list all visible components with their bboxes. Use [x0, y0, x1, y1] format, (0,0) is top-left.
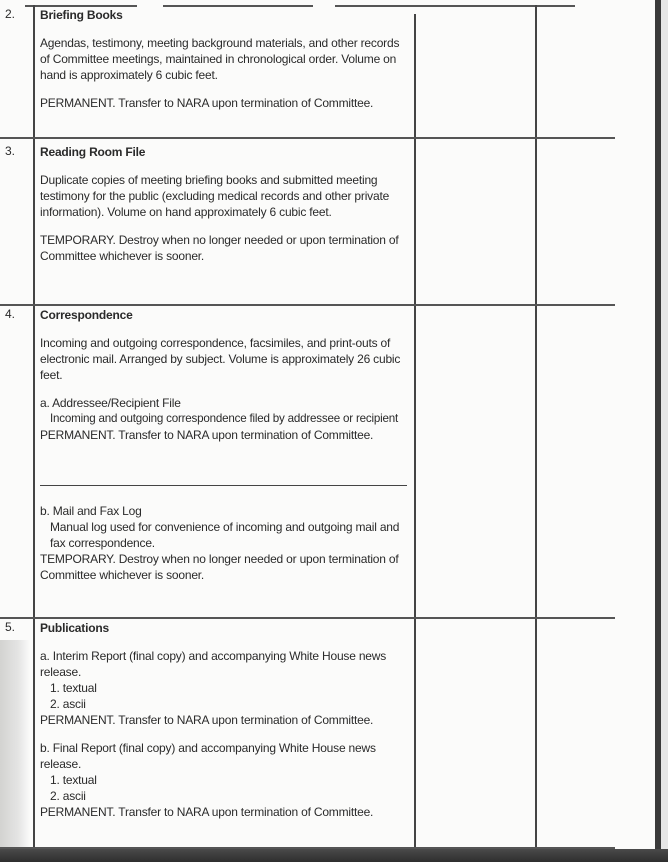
records-row-reading-room-file	[40, 144, 410, 276]
item-description: Duplicate copies of meeting briefing books and submitted meeting testimony for the public (excluding medical records and other private information). Volume on hand approximately 6 cubic feet.	[40, 173, 390, 219]
subitem-label: a. Addressee/Recipient File	[40, 396, 181, 410]
subitem-divider	[40, 485, 407, 486]
format-item: 2. ascii	[50, 789, 86, 803]
item-number: 4.	[5, 307, 16, 321]
row-divider	[0, 304, 615, 306]
item-title: Briefing Books	[40, 8, 123, 22]
subitem-label: a. Interim Report (final copy) and accompanying White House news release.	[40, 649, 387, 679]
item-description: Incoming and outgoing correspondence, facsimiles, and print-outs of electronic mail. Arranged by subject. Volume is approximately 26 cubic feet.	[40, 336, 401, 382]
records-subitem-mail-fax-log	[40, 503, 410, 595]
column-divider	[33, 5, 35, 849]
subitem-disposition: PERMANENT. Transfer to NARA upon termination of Committee.	[40, 428, 374, 442]
item-title: Correspondence	[40, 308, 133, 322]
item-disposition: TEMPORARY. Destroy when no longer needed or upon termination of Committee whichever is sooner.	[40, 233, 399, 263]
item-number: 3.	[5, 144, 16, 158]
records-row-briefing-books	[40, 7, 410, 123]
scan-shadow	[0, 640, 30, 850]
column-divider	[535, 5, 537, 849]
records-row-publications	[40, 620, 410, 820]
row-divider	[0, 137, 615, 139]
scan-margin-right	[661, 0, 668, 862]
row-divider	[0, 617, 615, 619]
subitem-label: b. Mail and Fax Log	[40, 504, 142, 518]
column-divider	[414, 14, 416, 849]
records-row-correspondence	[40, 307, 410, 455]
item-number: 5.	[5, 620, 16, 634]
item-title: Publications	[40, 621, 109, 635]
subitem-disposition: PERMANENT. Transfer to NARA upon termination of Committee.	[40, 805, 374, 819]
format-item: 1. textual	[50, 773, 97, 787]
item-number: 2.	[5, 7, 16, 21]
subitem-disposition: TEMPORARY. Destroy when no longer needed or upon termination of Committee whichever is sooner.	[40, 552, 399, 582]
format-item: 1. textual	[50, 681, 97, 695]
item-disposition: PERMANENT. Transfer to NARA upon termination of Committee.	[40, 96, 374, 110]
subitem-text: Incoming and outgoing correspondence filed by addressee or recipient	[50, 412, 398, 425]
item-title: Reading Room File	[40, 145, 146, 159]
scan-edge-bottom	[0, 849, 668, 862]
item-description: Agendas, testimony, meeting background materials, and other records of Committee meetings, maintained in chronological order. Volume on hand is approximately 6 cubic feet.	[40, 36, 400, 82]
subitem-label: b. Final Report (final copy) and accompanying White House news release.	[40, 741, 376, 771]
subitem-disposition: PERMANENT. Transfer to NARA upon termination of Committee.	[40, 713, 374, 727]
subitem-text: Manual log used for convenience of incoming and outgoing mail and fax correspondence.	[50, 520, 400, 550]
format-item: 2. ascii	[50, 697, 86, 711]
